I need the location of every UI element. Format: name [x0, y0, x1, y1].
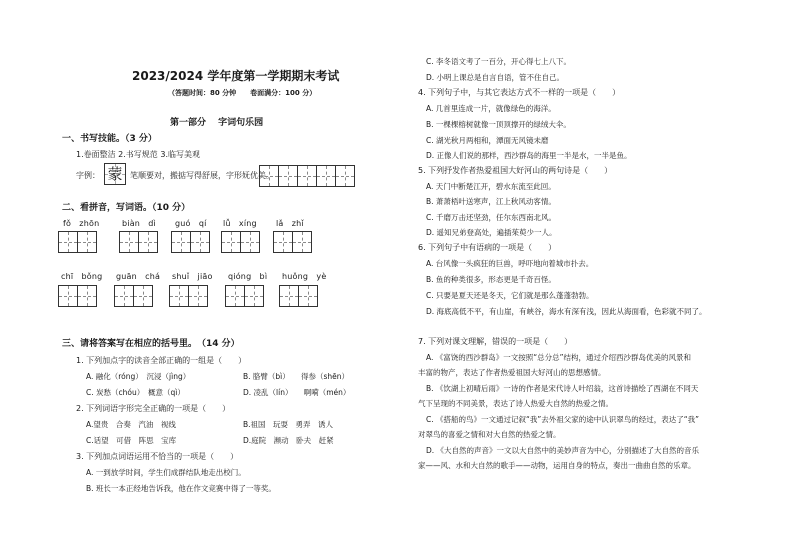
q7-stem: 7. 下列对课文理解，错误的一项是（ ） — [418, 337, 573, 346]
q3-option-b: B. 班长一本正经地告诉我，他在作文竞赛中得了一等奖。 — [86, 484, 276, 493]
exam-info: （答题时间：80 分钟 卷面满分：100 分） — [168, 89, 317, 97]
section-2-heading: 二、看拼音，写词语。（10 分） — [62, 203, 191, 213]
q7-option-a-line2: 丰富的物产，表达了作者热爱祖国大好河山的思想感情。 — [418, 368, 606, 377]
q2-option-c: C.话望 可借 阵思 宝库 — [86, 436, 177, 445]
answer-grid-3[interactable] — [172, 231, 210, 253]
q6-option-c: C. 只要是夏天还是冬天，它们就是那么蓬蓬勃勃。 — [426, 291, 594, 300]
exam-title: 2023/2024 学年度第一学期期末考试 — [132, 69, 340, 83]
q5-option-b: B. 萧萧梧叶送寒声，江上秋风动客情。 — [426, 197, 556, 206]
right-column — [400, 0, 794, 550]
answer-grid-10[interactable] — [280, 285, 318, 307]
q4-option-b: B. 一棵棵榕树就像一顶顶撑开的绿绒大伞。 — [426, 120, 571, 129]
example-char-box — [104, 163, 126, 185]
q1-option-c: C. 炭愁（chóu） 概意（qì） — [86, 388, 185, 397]
example-label: 字例： — [76, 171, 100, 180]
q7-option-d-line1: D. 《大自然的声音》一文以大自然中的美妙声音为中心，分别描述了大自然的音乐 — [426, 446, 700, 455]
q2-stem: 2. 下列词语字形完全正确的一项是（ ） — [76, 404, 231, 413]
q7-option-b-line1: B. 《饮湖上初晴后雨》一诗的作者是宋代诗人叶绍翁，这首诗描绘了西湖在不同天 — [426, 384, 699, 393]
q1-option-d: D. 凌乱（lín） 啊嗬（mén） — [243, 388, 351, 397]
answer-grid-6[interactable] — [59, 285, 97, 307]
answer-grid-1[interactable] — [59, 231, 97, 253]
q3-option-a: A. 一到放学时间，学生们成群结队地走出校门。 — [86, 468, 246, 477]
q4-option-a: A. 几首里连成一片，就像绿色的海洋。 — [426, 104, 556, 113]
pinyin-1: fǒ zhōn — [63, 219, 100, 228]
pinyin-6: chī bǒng — [61, 272, 103, 281]
part-title: 第一部分 字词句乐园 — [170, 118, 264, 128]
q1-stem: 1. 下列加点字的读音全部正确的一组是（ ） — [76, 356, 247, 365]
answer-grid-7[interactable] — [115, 285, 153, 307]
pinyin-9: qióng bì — [228, 272, 268, 281]
q3-stem: 3. 下列加点词语运用不恰当的一项是（ ） — [76, 452, 239, 461]
q2-option-a: A.望贵 合奏 汽油 视线 — [86, 420, 176, 429]
example-note: 笔顺要对，搬掂写得舒展，字形妩优美。 — [130, 171, 274, 180]
q3-option-c: C. 李冬语文考了一百分，开心得七上八下。 — [426, 57, 572, 66]
pinyin-2: biàn dì — [122, 219, 156, 228]
pinyin-8: shuǐ jiāo — [172, 272, 213, 281]
answer-grid-2[interactable] — [120, 231, 158, 253]
answer-grid-8[interactable] — [170, 285, 208, 307]
section-3-heading: 三、请将答案写在相应的括号里。 （14 分） — [62, 339, 240, 349]
q3-option-d: D. 小明上课总是自言自语，管不住自己。 — [426, 73, 565, 82]
writing-requirements: 1.卷面整洁 2.书写规范 3.临写美观 — [76, 150, 200, 159]
q6-option-a: A. 台风像一头疯狂的巨兽，呼吓地向着城市扑去。 — [426, 259, 594, 268]
answer-grid-4[interactable] — [222, 231, 260, 253]
q1-option-a: A. 融化（róng） 沉浸（jìng） — [86, 372, 191, 381]
q7-option-d-line2: 家——风、水和大自然的歌手——动物，运用自身的特点，奏出一曲曲自然的乐章。 — [418, 461, 696, 470]
q1-option-b: B. 胳臂（bì） 得参（shēn） — [243, 372, 350, 381]
q6-option-b: B. 鱼的种类很多，形态更是千奇百怪。 — [426, 275, 556, 284]
q5-stem: 5. 下列抒发作者热爱祖国大好河山的两句诗是（ ） — [418, 166, 613, 175]
pinyin-10: huǒng yè — [282, 272, 327, 281]
section-1-heading: 一、书写技能。（3 分） — [62, 134, 157, 144]
pinyin-4: lǚ xíng — [223, 219, 257, 228]
q4-stem: 4. 下列句子中，与其它表达方式不一样的一项是（ ） — [418, 88, 621, 97]
pinyin-5: lǎ zhǐ — [276, 219, 304, 228]
answer-grid-9[interactable] — [226, 285, 264, 307]
example-char: 蒙 — [107, 165, 123, 183]
q7-option-c-line2: 对翠鸟的喜爱之情和对大自然的热爱之情。 — [418, 430, 561, 439]
q2-option-d: D.庭院 濒动 卧夫 赶紧 — [243, 436, 334, 445]
pinyin-3: guó qí — [175, 219, 207, 228]
q7-option-c-line1: C. 《搭船的鸟》一文通过记叙“我”去外祖父家的途中认识翠鸟的经过，表达了“我” — [426, 415, 700, 424]
practice-grid[interactable] — [260, 165, 355, 187]
q7-option-b-line2: 气下呈现的不同美景，表达了诗人热爱大自然的热爱之情。 — [418, 399, 613, 408]
q5-option-c: C. 千磨万击还坚劲，任尔东西南北风。 — [426, 213, 557, 222]
q7-option-a-line1: A. 《富饶的西沙群岛》一文按照“总分总”结构，通过介绍西沙群岛优美的风景和 — [426, 353, 692, 362]
q2-option-b: B.祖国 玩耍 勇弄 诱人 — [243, 420, 334, 429]
q6-option-d: D. 海底高低不平，有山崖，有峡谷，海水有深有浅，因此从海面看，色彩就不同了。 — [426, 307, 707, 316]
pinyin-7: guān chá — [116, 272, 161, 281]
q5-option-d: D. 遥知兄弟登高处，遍插茱萸少一人。 — [426, 228, 557, 237]
q6-stem: 6. 下列句子中有语病的一项是（ ） — [418, 243, 557, 252]
q4-option-d: D. 正像人们说的那样，西沙群岛的海里一半是水，一半是鱼。 — [426, 151, 632, 160]
answer-grid-5[interactable] — [274, 231, 312, 253]
q4-option-c: C. 湖光秋月两相和，潭面无风镜未磨 — [426, 136, 549, 145]
q5-option-a: A. 天门中断楚江开，碧水东流至此回。 — [426, 182, 556, 191]
